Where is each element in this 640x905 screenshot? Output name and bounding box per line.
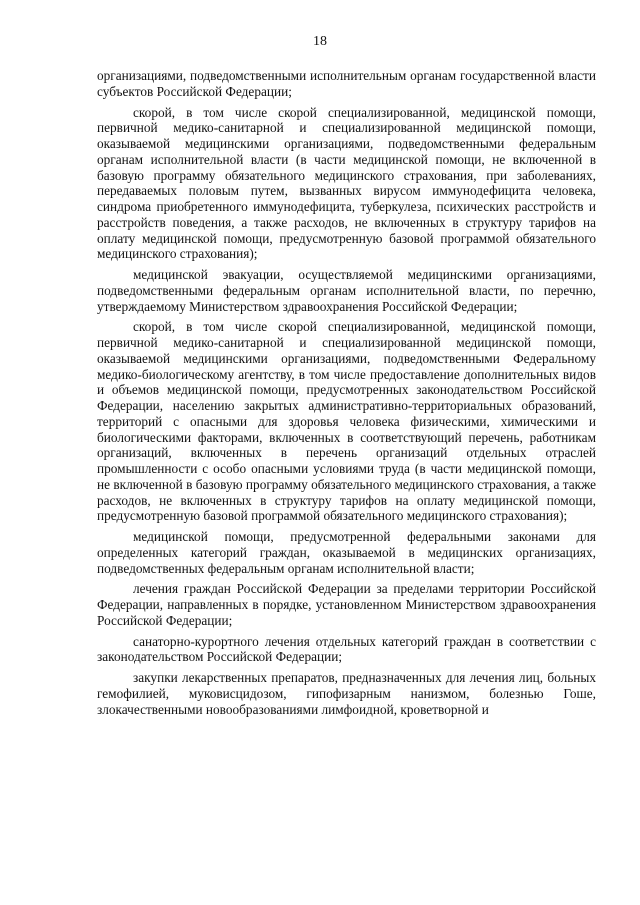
paragraph-4: скорой, в том числе скорой специализированной, медицинской помощи, первичной медико-санитарной и специализированной медицинской помощи, оказываемой медицинскими организациями, подведомственными Федеральному медико-биологическому агентству, в том числе предоставление дополнительных видов и объемов медицинской помощи, предусмотренных законодательством Российской Федерации, населению закрытых административно-территориальных образований, территорий с опасными для здоровья человека физическими, химическими и биологическими факторами, включенных в соответствующий перечень, работникам организаций, включенных в перечень организаций отдельных отраслей промышленности с особо опасными условиями труда (в части медицинской помощи, не включенной в базовую программу обязательного медицинского страхования, а также расходов, не включенных в структуру тарифов на оплату медицинской помощи, предусмотренную базовой программой обязательного медицинского страхования); <box>97 319 596 524</box>
paragraph-6: лечения граждан Российской Федерации за пределами территории Российской Федерации, направленных в порядке, установленном Министерством здравоохранения Российской Федерации; <box>97 581 596 628</box>
document-body <box>97 68 596 717</box>
paragraph-7: санаторно-курортного лечения отдельных категорий граждан в соответствии с законодательством Российской Федерации; <box>97 633 596 665</box>
paragraph-1: организациями, подведомственными исполнительным органам государственной власти субъектов Российской Федерации; <box>97 68 596 99</box>
paragraph-5: медицинской помощи, предусмотренной федеральными законами для определенных категорий граждан, оказываемой в медицинских организациях, подведомственных федеральным органам исполнительной власти; <box>97 529 596 576</box>
paragraph-8: закупки лекарственных препаратов, предназначенных для лечения лиц, больных гемофилией, муковисцидозом, гипофизарным нанизмом, болезнью Гоше, злокачественными новообразованиями лимфоидной, кроветворной и <box>97 670 596 717</box>
paragraph-2: скорой, в том числе скорой специализированной, медицинской помощи, первичной медико-санитарной и специализированной медицинской помощи, оказываемой медицинскими организациями, подведомственными федеральным органам исполнительной власти (в части медицинской помощи, не включенной в базовую программу обязательного медицинского страхования, при заболеваниях, передаваемых половым путем, вызванных вирусом иммунодефицита человека, синдрома приобретенного иммунодефицита, туберкулеза, психических расстройств и расстройств поведения, а также расходов, не включенных в структуру тарифов на оплату медицинской помощи, предусмотренную базовой программой обязательного медицинского страхования); <box>97 104 596 262</box>
paragraph-3: медицинской эвакуации, осуществляемой медицинскими организациями, подведомственными федеральным органам исполнительной власти, по перечню, утверждаемому Министерством здравоохранения Российской Федерации; <box>97 267 596 314</box>
page-number: 18 <box>313 34 327 49</box>
